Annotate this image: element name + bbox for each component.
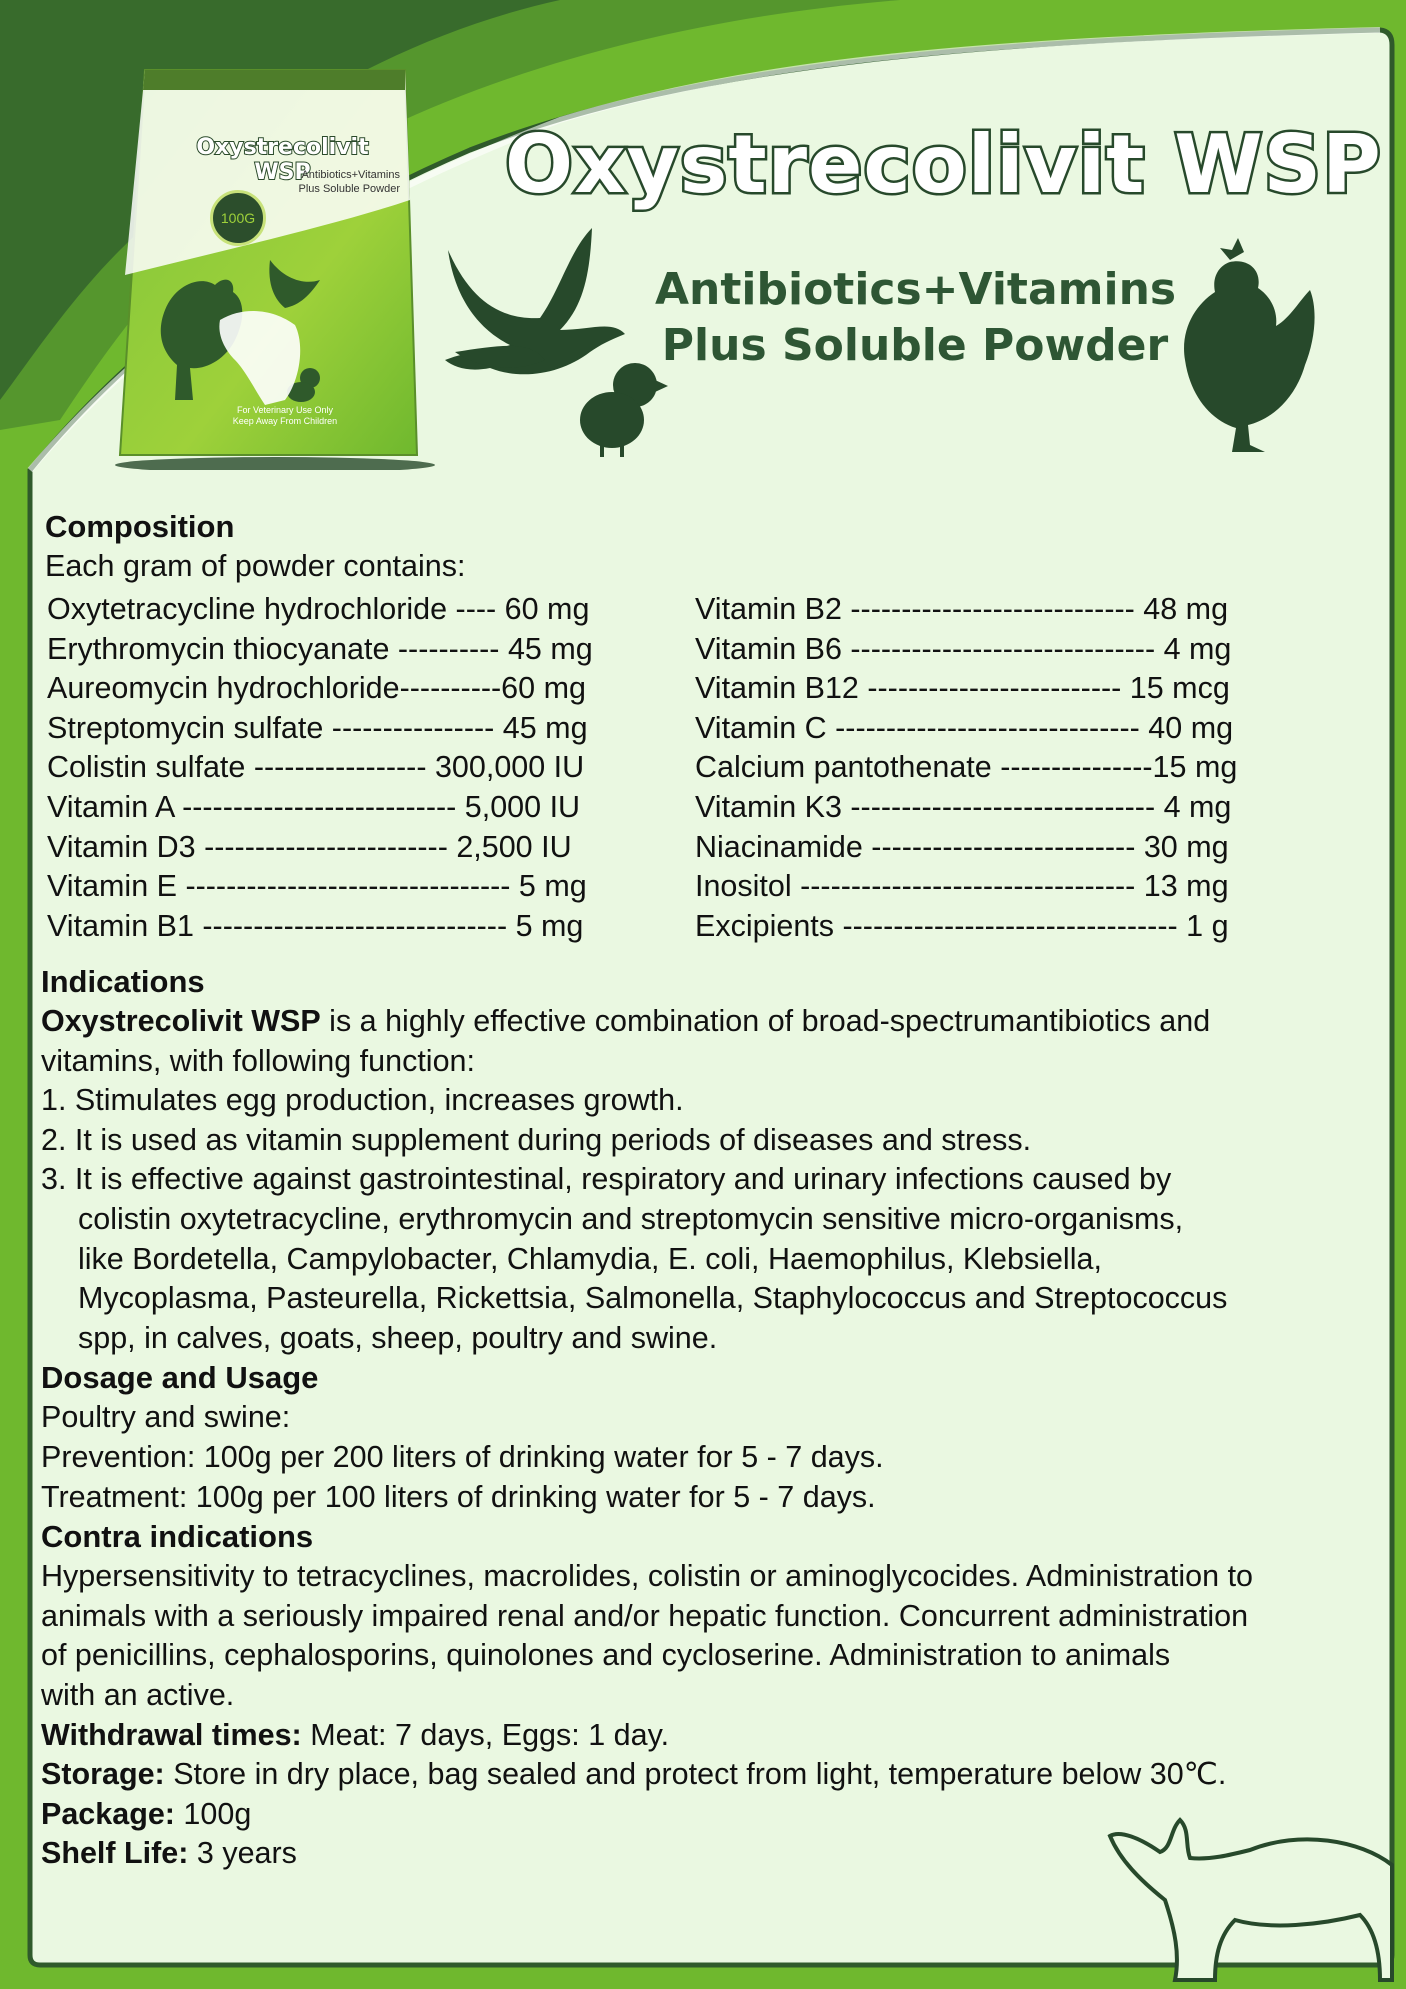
package-size-badge: 100G bbox=[210, 190, 266, 246]
composition-item: Colistin sulfate ----------------- 300,000 IU bbox=[47, 750, 585, 785]
composition-item: Streptomycin sulfate ---------------- 45 mg bbox=[47, 710, 588, 745]
contra-line: of penicillins, cephalosporins, quinolones and cycloserine. Administration to animals bbox=[41, 1638, 1171, 1673]
indication-item-3-cont: spp, in calves, goats, sheep, poultry and swine. bbox=[78, 1320, 718, 1355]
indication-item-2: 2. It is used as vitamin supplement during periods of diseases and stress. bbox=[41, 1122, 1032, 1157]
indication-item-3: 3. It is effective against gastrointestinal, respiratory and urinary infections caused by bbox=[41, 1162, 1172, 1197]
composition-item: Calcium pantothenate ---------------15 mg bbox=[695, 750, 1238, 785]
indication-item-1: 1. Stimulates egg production, increases growth. bbox=[41, 1083, 684, 1118]
composition-item: Vitamin K3 ------------------------------ 4 mg bbox=[695, 789, 1232, 824]
composition-item: Niacinamide -------------------------- 30 mg bbox=[695, 829, 1229, 864]
contra-line: with an active. bbox=[41, 1677, 235, 1712]
composition-item: Aureomycin hydrochloride----------60 mg bbox=[47, 671, 586, 706]
shelf-life bbox=[41, 1834, 1371, 1874]
withdrawal-label: Withdrawal times: bbox=[41, 1717, 302, 1752]
contra-line: Hypersensitivity to tetracyclines, macrolides, colistin or aminoglycocides. Administration to bbox=[41, 1559, 1254, 1594]
composition-item: Vitamin C ------------------------------ 40 mg bbox=[695, 710, 1234, 745]
storage-label: Storage: bbox=[41, 1757, 165, 1792]
page-title bbox=[505, 118, 1382, 211]
shelf-life-value: 3 years bbox=[188, 1836, 297, 1871]
package-label: Package: bbox=[41, 1796, 175, 1831]
package-subtitle-line1: Antibiotics+Vitamins bbox=[301, 169, 400, 181]
package-subtitle-line2: Plus Soluble Powder bbox=[298, 183, 400, 195]
storage bbox=[41, 1755, 1371, 1795]
composition-intro: Each gram of powder contains: bbox=[45, 549, 466, 583]
subtitle-line2: Plus Soluble Powder bbox=[661, 320, 1169, 371]
dosage-line: Prevention: 100g per 200 liters of drinking water for 5 - 7 days. bbox=[41, 1439, 884, 1474]
composition-item: Oxytetracycline hydrochloride ---- 60 mg bbox=[47, 592, 590, 626]
composition-section bbox=[45, 507, 465, 587]
contra-heading: Contra indications bbox=[41, 1519, 314, 1555]
composition-item: Vitamin B1 ------------------------------ 5 mg bbox=[47, 908, 584, 943]
composition-item: Vitamin D3 ------------------------ 2,500 IU bbox=[47, 829, 572, 864]
dosage-line: Treatment: 100g per 100 liters of drinking water for 5 - 7 days. bbox=[41, 1479, 876, 1514]
package-info bbox=[41, 1795, 1371, 1835]
composition-item: Vitamin E -------------------------------- 5 mg bbox=[47, 869, 587, 904]
withdrawal-value: Meat: 7 days, Eggs: 1 day. bbox=[301, 1717, 670, 1752]
indications-intro-line2: vitamins, with following function: bbox=[41, 1043, 475, 1078]
withdrawal-times bbox=[41, 1716, 1371, 1756]
composition-item: Vitamin B12 ------------------------- 15 mcg bbox=[695, 671, 1230, 706]
indications-intro-rest: is a highly effective combination of broad-spectrumantibiotics and bbox=[320, 1004, 1211, 1038]
indication-item-3-cont: colistin oxytetracycline, erythromycin and streptomycin sensitive micro-organisms, bbox=[78, 1201, 1184, 1236]
contra-line: animals with a seriously impaired renal and/or hepatic function. Concurrent administration bbox=[41, 1598, 1249, 1633]
shelf-life-label: Shelf Life: bbox=[41, 1836, 189, 1871]
body-sections bbox=[41, 962, 1371, 1874]
indication-item-3-cont: Mycoplasma, Pasteurella, Rickettsia, Salmonella, Staphylococcus and Streptococcus bbox=[78, 1281, 1228, 1316]
indication-item-3-cont: like Bordetella, Campylobacter, Chlamydia, E. coli, Haemophilus, Klebsiella, bbox=[78, 1241, 1102, 1276]
dosage-heading: Dosage and Usage bbox=[41, 1360, 319, 1396]
dosage-line: Poultry and swine: bbox=[41, 1400, 291, 1435]
package-note-line1: For Veterinary Use Only bbox=[236, 405, 334, 415]
composition-item: Inositol --------------------------------- 13 mg bbox=[695, 869, 1229, 904]
composition-left-list bbox=[47, 590, 593, 946]
composition-item: Vitamin B2 ---------------------------- 48 mg bbox=[695, 592, 1229, 626]
indications-intro bbox=[41, 1002, 1371, 1042]
product-name: Oxystrecolivit WSP bbox=[41, 1004, 321, 1038]
composition-heading: Composition bbox=[45, 509, 235, 544]
subtitle-line1: Antibiotics+Vitamins bbox=[655, 264, 1177, 315]
package-value: 100g bbox=[174, 1796, 252, 1831]
page-subtitle bbox=[655, 262, 1175, 374]
composition-right-list bbox=[695, 590, 1237, 946]
indications-heading: Indications bbox=[41, 964, 205, 999]
package-title: Oxystrecolivit WSP bbox=[196, 135, 369, 185]
page-title-text: Oxystrecolivit WSP bbox=[505, 118, 1382, 211]
storage-value: Store in dry place, bag sealed and protect from light, temperature below 30℃. bbox=[164, 1757, 1227, 1792]
composition-item: Vitamin A --------------------------- 5,000 IU bbox=[47, 789, 581, 824]
package-subtitle bbox=[260, 168, 400, 196]
composition-item: Vitamin B6 ------------------------------ 4 mg bbox=[695, 631, 1232, 666]
composition-item: Erythromycin thiocyanate ---------- 45 mg bbox=[47, 631, 593, 666]
composition-item: Excipients --------------------------------- 1 g bbox=[695, 908, 1229, 943]
package-note bbox=[200, 405, 370, 427]
package-note-line2: Keep Away From Children bbox=[232, 416, 338, 426]
